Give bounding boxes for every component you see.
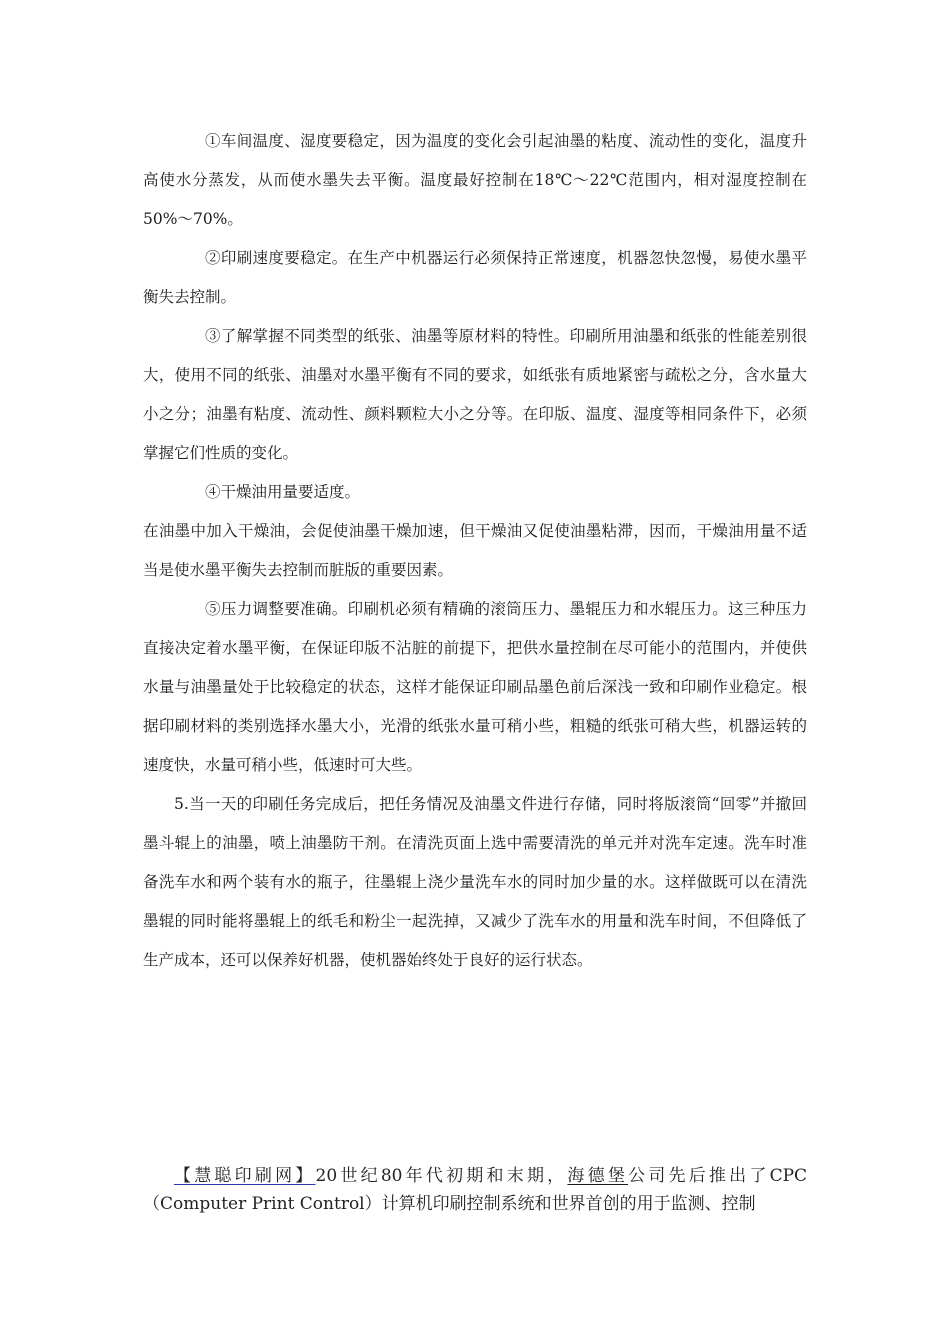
paragraph-pressure: ⑤压力调整要准确。印刷机必须有精确的滚筒压力、墨辊压力和水辊压力。这三种压力直接决定着水墨平衡，在保证印版不沾脏的前提下，把供水量控制在尽可能小的范围内，并使供水量与油墨量处于比较稳定的状态，这样才能保证印刷品墨色前后深浅一致和印刷作业稳定。根据印刷材料的类别选择水墨大小，光滑的纸张水量可稍小些，粗糙的纸张可稍大些，机器运转的速度快，水量可稍小些，低速时可大些。 <box>143 600 807 774</box>
document-body <box>143 122 807 980</box>
article-excerpt <box>143 1162 807 1218</box>
excerpt-paragraph <box>143 1162 807 1218</box>
paragraph-printing-speed: ②印刷速度要稳定。在生产中机器运行必须保持正常速度，机器忽快忽慢，易使水墨平衡失去控制。 <box>143 249 807 306</box>
company-link[interactable]: 海德堡 <box>567 1166 629 1186</box>
paragraph-materials: ③了解掌握不同类型的纸张、油墨等原材料的特性。印刷所用油墨和纸张的性能差别很大，使用不同的纸张、油墨对水墨平衡有不同的要求，如纸张有质地紧密与疏松之分，含水量大小之分；油墨有粘度、流动性、颜料颗粒大小之分等。在印版、温度、湿度等相同条件下，必须掌握它们性质的变化。 <box>143 327 807 462</box>
paragraph-drier-detail: 在油墨中加入干燥油，会促使油墨干燥加速，但干燥油又促使油墨粘滞，因而，干燥油用量不适当是使水墨平衡失去控制而脏版的重要因素。 <box>143 522 807 579</box>
paragraph-drier-heading: ④干燥油用量要适度。 <box>205 483 361 501</box>
paragraph-temperature-humidity: ①车间温度、湿度要稳定，因为温度的变化会引起油墨的粘度、流动性的变化，温度升高使水分蒸发，从而使水墨失去平衡。温度最好控制在18℃～22℃范围内，相对湿度控制在50%～70%。 <box>143 132 807 228</box>
paragraph-step-5-cleaning: 5.当一天的印刷任务完成后，把任务情况及油墨文件进行存储，同时将版滚筒“回零”并撤回墨斗辊上的油墨，喷上油墨防干剂。在清洗页面上选中需要清洗的单元并对洗车定速。洗车时准备洗车水和两个装有水的瓶子，往墨辊上浇少量洗车水的同时加少量的水。这样做既可以在清洗墨辊的同时能将墨辊上的纸毛和粉尘一起洗掉，又减少了洗车水的用量和洗车时间，不但降低了生产成本，还可以保养好机器，使机器始终处于良好的运行状态。 <box>143 795 807 969</box>
excerpt-text-a: 20世纪80年代初期和末期， <box>315 1166 568 1186</box>
excerpt-text-b: 公司先后推出了CPC（Computer Print Control）计算机印刷控制系统和世界首创的用于监测、控制 <box>143 1166 808 1214</box>
site-link[interactable]: 【慧聪印刷网】 <box>174 1166 316 1186</box>
